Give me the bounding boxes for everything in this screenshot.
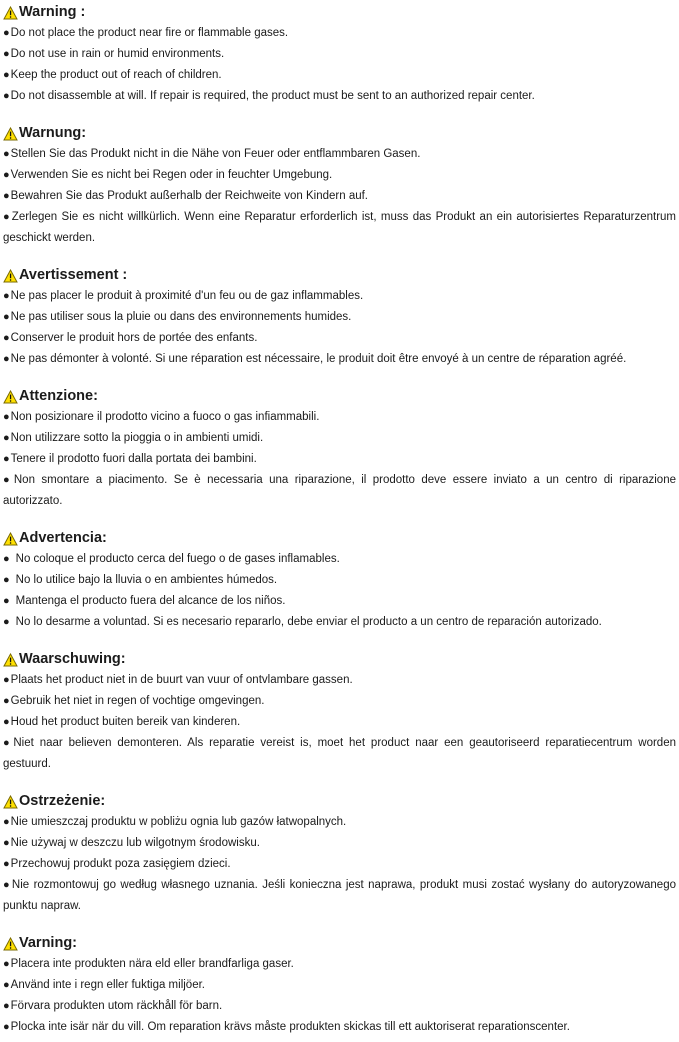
warning-item-text: Houd het product buiten bereik van kinderen. xyxy=(10,716,241,728)
warning-item-text: Bewahren Sie das Produkt außerhalb der Reichweite von Kindern auf. xyxy=(10,190,369,202)
bullet-dot-icon: ● xyxy=(3,147,10,160)
bullet-dot-icon: ● xyxy=(3,310,10,323)
warning-section xyxy=(3,123,677,249)
warning-item xyxy=(3,612,677,633)
section-heading xyxy=(3,933,677,954)
section-title: Avertissement : xyxy=(19,267,128,283)
bullet-dot-icon: ● xyxy=(3,473,13,486)
warning-item-text: No lo desarme a voluntad. Si es necesario repararlo, debe enviar el producto a un centro de reparación autorizado. xyxy=(15,616,602,628)
warning-item-text: Förvara produkten utom räckhåll för barn. xyxy=(10,1000,223,1012)
bullet-dot-icon: ● xyxy=(3,673,10,686)
warning-item xyxy=(3,23,677,44)
warning-item-text: Nie używaj w deszczu lub wilgotnym środowisku. xyxy=(10,837,260,849)
warning-item-text: No lo utilice bajo la lluvia o en ambientes húmedos. xyxy=(15,574,278,586)
warning-item xyxy=(3,1017,677,1038)
bullet-dot-icon: ● xyxy=(3,715,10,728)
section-title: Varning: xyxy=(19,935,78,951)
bullet-dot-icon: ● xyxy=(3,410,10,423)
bullet-dot-icon: ● xyxy=(3,594,10,607)
bullet-dot-icon: ● xyxy=(3,573,10,586)
warning-item-text: Non posizionare il prodotto vicino a fuoco o gas infiammabili. xyxy=(10,411,320,423)
warning-triangle-icon xyxy=(3,269,18,283)
warning-section xyxy=(3,649,677,775)
warning-item xyxy=(3,349,677,370)
warning-item-text: No coloque el producto cerca del fuego o de gases inflamables. xyxy=(15,553,340,565)
warning-section xyxy=(3,2,677,107)
section-title: Waarschuwing: xyxy=(19,651,126,667)
bullet-dot-icon: ● xyxy=(3,878,11,891)
warning-item-text: Tenere il prodotto fuori dalla portata dei bambini. xyxy=(10,453,257,465)
warning-item-text: Nie rozmontowuj go według własnego uznania. Jeśli konieczna jest naprawa, produkt musi zostać wysłany do autoryzowanego punktu napraw. xyxy=(3,879,676,912)
warning-item-text: Niet naar believen demonteren. Als reparatie vereist is, moet het product naar een geautoriseerd reparatiecentrum worden gestuurd. xyxy=(3,737,676,770)
warning-item-text: Ne pas placer le produit à proximité d'un feu ou de gaz inflammables. xyxy=(10,290,364,302)
warning-item-text: Zerlegen Sie es nicht willkürlich. Wenn eine Reparatur erforderlich ist, muss das Produkt an ein autorisiertes Reparaturzentrum geschickt werden. xyxy=(3,211,677,244)
warning-item xyxy=(3,307,677,328)
warning-item xyxy=(3,207,677,249)
bullet-dot-icon: ● xyxy=(3,189,10,202)
warning-item xyxy=(3,712,677,733)
warning-item xyxy=(3,328,677,349)
warning-item-text: Non smontare a piacimento. Se è necessaria una riparazione, il prodotto deve essere inviato a un centro di riparazione autorizzato. xyxy=(3,474,676,507)
bullet-dot-icon: ● xyxy=(3,999,10,1012)
warning-item xyxy=(3,954,677,975)
warning-item-text: Plocka inte isär när du vill. Om reparation krävs måste produkten skickas till ett auktoriserat reparationscenter. xyxy=(10,1021,570,1033)
warning-section xyxy=(3,791,677,917)
section-heading xyxy=(3,123,677,144)
warning-item-text: Stellen Sie das Produkt nicht in die Nähe von Feuer oder entflammbaren Gasen. xyxy=(10,148,421,160)
section-heading xyxy=(3,2,677,23)
bullet-dot-icon: ● xyxy=(3,694,10,707)
warning-item-text: Do not disassemble at will. If repair is required, the product must be sent to an authorized repair center. xyxy=(10,90,535,102)
warning-item xyxy=(3,570,677,591)
warning-item xyxy=(3,975,677,996)
bullet-dot-icon: ● xyxy=(3,47,10,60)
warning-item-text: Ne pas utiliser sous la pluie ou dans des environnements humides. xyxy=(10,311,352,323)
warning-item xyxy=(3,44,677,65)
warning-triangle-icon xyxy=(3,653,18,667)
warning-item xyxy=(3,591,677,612)
section-heading xyxy=(3,265,677,286)
warning-item xyxy=(3,86,677,107)
warning-section xyxy=(3,528,677,633)
warning-item xyxy=(3,428,677,449)
warning-item-text: Ne pas démonter à volonté. Si une réparation est nécessaire, le produit doit être envoyé à un centre de réparation agréé. xyxy=(10,353,627,365)
warning-item xyxy=(3,407,677,428)
warning-item xyxy=(3,733,677,775)
bullet-dot-icon: ● xyxy=(3,1020,10,1033)
warning-item-text: Gebruik het niet in regen of vochtige omgevingen. xyxy=(10,695,265,707)
warning-item xyxy=(3,449,677,470)
bullet-dot-icon: ● xyxy=(3,68,10,81)
section-title: Warnung: xyxy=(19,125,87,141)
bullet-dot-icon: ● xyxy=(3,452,10,465)
section-title: Advertencia: xyxy=(19,530,107,546)
bullet-dot-icon: ● xyxy=(3,26,10,39)
warning-item-text: Placera inte produkten nära eld eller brandfarliga gaser. xyxy=(10,958,294,970)
section-heading xyxy=(3,791,677,812)
warning-item xyxy=(3,812,677,833)
section-title: Ostrzeżenie: xyxy=(19,793,106,809)
warning-triangle-icon xyxy=(3,795,18,809)
bullet-dot-icon: ● xyxy=(3,978,10,991)
warning-item xyxy=(3,549,677,570)
section-title: Attenzione: xyxy=(19,388,98,404)
warning-item-text: Mantenga el producto fuera del alcance de los niños. xyxy=(15,595,286,607)
warning-triangle-icon xyxy=(3,390,18,404)
warning-item-text: Przechowuj produkt poza zasięgiem dzieci. xyxy=(10,858,231,870)
warning-item-text: Nie umieszczaj produktu w pobliżu ognia lub gazów łatwopalnych. xyxy=(10,816,347,828)
section-heading xyxy=(3,528,677,549)
warning-item xyxy=(3,996,677,1017)
warning-item xyxy=(3,833,677,854)
warning-item xyxy=(3,165,677,186)
section-heading xyxy=(3,386,677,407)
warning-item xyxy=(3,65,677,86)
warning-item-text: Conserver le produit hors de portée des enfants. xyxy=(10,332,258,344)
bullet-dot-icon: ● xyxy=(3,431,10,444)
warning-item xyxy=(3,186,677,207)
warning-item-text: Använd inte i regn eller fuktiga miljöer. xyxy=(10,979,205,991)
warning-item-text: Verwenden Sie es nicht bei Regen oder in feuchter Umgebung. xyxy=(10,169,333,181)
warning-section xyxy=(3,265,677,370)
bullet-dot-icon: ● xyxy=(3,89,10,102)
warning-triangle-icon xyxy=(3,937,18,951)
bullet-dot-icon: ● xyxy=(3,352,10,365)
warning-item-text: Plaats het product niet in de buurt van vuur of ontvlambare gassen. xyxy=(10,674,353,686)
section-title: Warning : xyxy=(19,4,86,20)
warning-section xyxy=(3,386,677,512)
warning-item xyxy=(3,854,677,875)
warning-item xyxy=(3,286,677,307)
bullet-dot-icon: ● xyxy=(3,836,10,849)
bullet-dot-icon: ● xyxy=(3,815,10,828)
warning-item-text: Do not use in rain or humid environments. xyxy=(10,48,225,60)
bullet-dot-icon: ● xyxy=(3,552,10,565)
bullet-dot-icon: ● xyxy=(3,857,10,870)
warning-item-text: Do not place the product near fire or flammable gases. xyxy=(10,27,289,39)
bullet-dot-icon: ● xyxy=(3,736,13,749)
warning-triangle-icon xyxy=(3,532,18,546)
warning-item xyxy=(3,470,677,512)
warning-item-text: Non utilizzare sotto la pioggia o in ambienti umidi. xyxy=(10,432,264,444)
warning-section xyxy=(3,933,677,1038)
warning-item xyxy=(3,875,677,917)
bullet-dot-icon: ● xyxy=(3,289,10,302)
bullet-dot-icon: ● xyxy=(3,957,10,970)
bullet-dot-icon: ● xyxy=(3,168,10,181)
section-heading xyxy=(3,649,677,670)
sections-container xyxy=(3,2,677,1038)
warning-item-text: Keep the product out of reach of children. xyxy=(10,69,222,81)
bullet-dot-icon: ● xyxy=(3,331,10,344)
bullet-dot-icon: ● xyxy=(3,210,11,223)
warning-item xyxy=(3,144,677,165)
warning-item xyxy=(3,691,677,712)
warning-triangle-icon xyxy=(3,127,18,141)
warning-triangle-icon xyxy=(3,6,18,20)
warning-item xyxy=(3,670,677,691)
bullet-dot-icon: ● xyxy=(3,615,10,628)
